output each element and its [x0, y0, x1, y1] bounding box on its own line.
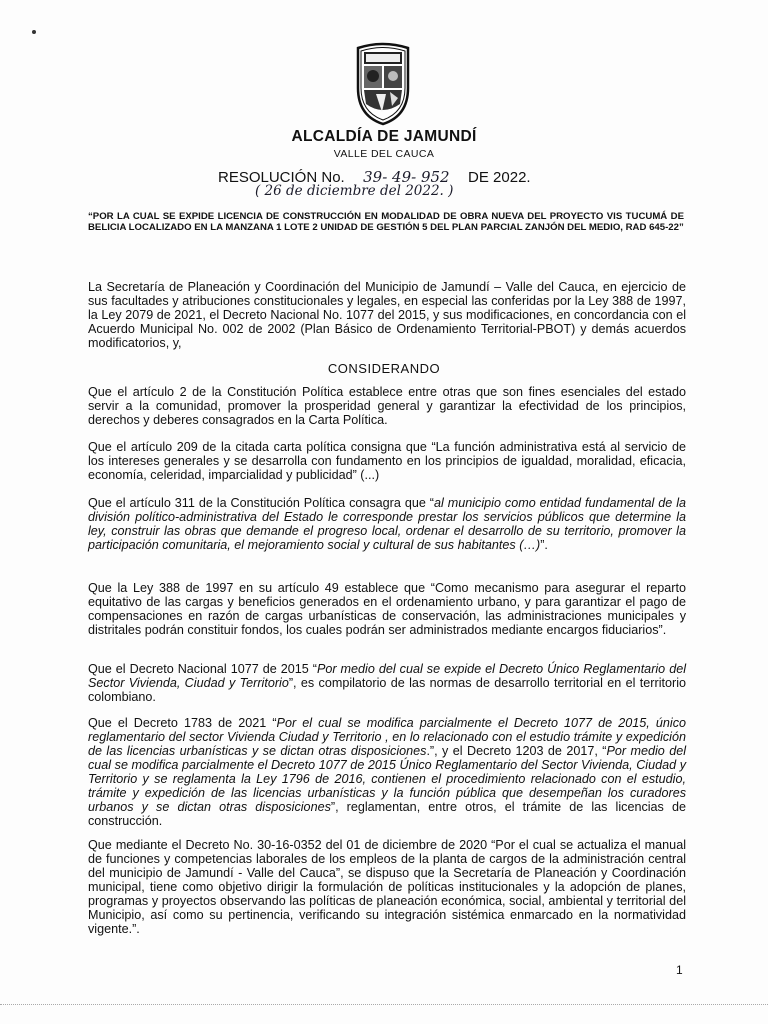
coat-of-arms-logo	[352, 38, 414, 126]
department-name: VALLE DEL CAUCA	[333, 148, 435, 160]
italic-quote: Por medio del cual se modifica parcialmente el Decreto 1077 de 2015 Único Reglamentario del Sector Vivienda, Ciudad y Territorio y se reglamenta la Ley 1796 de 2016, contienen el procedimiento relacionado con el estudio, trámite y expedición de las licencias urbanísticas y la función pública que desempeñan los curadores urbanos y se dictan otras disposiciones	[88, 744, 687, 814]
considerando-heading: CONSIDERANDO	[327, 361, 441, 376]
text-run: Que el Decreto 1783 de 2021 “	[88, 716, 277, 730]
scan-edge-line	[0, 1004, 768, 1006]
scan-speck	[32, 30, 36, 34]
text-run: Que el artículo 311 de la Constitución Política consagra que “	[88, 496, 434, 510]
resolution-label: RESOLUCIÓN	[218, 169, 318, 186]
paragraph-decreto-1077	[88, 662, 686, 704]
italic-quote: al municipio como entidad fundamental de la división político-administrativa del Estado le corresponde prestar los servicios públicos que determine la ley, construir las obras que demande el progreso local, ordenar el desarrollo de su territorio, promover la participación comunitaria, el mejoramiento social y cultural de sus habitantes (…)	[88, 496, 686, 552]
resolution-date: ( 26 de diciembre del 2022. )	[255, 183, 454, 199]
text-run: ”, es compilatorio de las normas de desarrollo territorial en el territorio colombiano.	[88, 676, 686, 704]
italic-quote: Por medio del cual se expide el Decreto Único Reglamentario del Sector Vivienda, Ciudad y Territorio	[88, 662, 686, 690]
paragraph-article-311	[88, 496, 686, 552]
text-run: .”, y el Decreto 1203 de 2017, “	[426, 744, 607, 758]
page-number: 1	[676, 963, 683, 977]
resolution-no-label: No.	[321, 169, 345, 186]
resolution-subject: “POR LA CUAL SE EXPIDE LICENCIA DE CONSTRUCCIÓN EN MODALIDAD DE OBRA NUEVA DEL PROYECTO VIS TUCUMÁ DE BELICIA LOCALIZADO EN LA MANZANA 1 LOTE 2 UNIDAD DE GESTIÓN 5 DEL PLAN PARCIAL ZANJÓN DEL MEDIO, RAD 645-22”	[88, 211, 684, 233]
paragraph-ley-388: Que la Ley 388 de 1997 en su artículo 49 establece que “Como mecanismo para asegurar el reparto equitativo de las cargas y beneficios generados en el ordenamiento urbano, y para garantizar el pago de compensaciones en razón de cargas urbanísticas de conservación, las administraciones municipales y distritales podrán constituir fondos, los cuales podrán ser administrados mediante encargos fiduciarios”.	[88, 581, 686, 637]
text-run: Que el Decreto Nacional 1077 de 2015 “	[88, 662, 317, 676]
intro-paragraph: La Secretaría de Planeación y Coordinación del Municipio de Jamundí – Valle del Cauca, en ejercicio de sus facultades y atribuciones constitucionales y legales, en especial las conferidas por la Ley 388 de 1997, la Ley 2079 de 2021, el Decreto Nacional No. 1077 del 2015, y sus modificaciones, en concordancia con el Acuerdo Municipal No. 002 de 2002 (Plan Básico de Ordenamiento Territorial-PBOT) y demás acuerdos modificatorios, y,	[88, 280, 686, 350]
paragraph-decreto-1783	[88, 716, 686, 828]
mayor-office-title: ALCALDÍA DE JAMUNDÍ	[291, 128, 477, 145]
paragraph-decreto-30-16-0352: Que mediante el Decreto No. 30-16-0352 del 01 de diciembre de 2020 “Por el cual se actualiza el manual de funciones y competencias laborales de los empleos de la planta de cargos de la administración central del municipio de Jamundí - Valle del Cauca”, se dispuso que la Secretaría de Planeación y Coordinación municipal, tiene como objetivo dirigir la formulación de políticas institucionales y la adopción de planes, programas y proyectos observando las políticas de planeación económica, social, ambiental y territorial del Municipio, así como su pertinencia, verificando su integración sistémica enmarcado en la normatividad vigente.”.	[88, 838, 686, 936]
text-run: ”.	[540, 538, 548, 552]
text-run: ”, reglamentan, entre otros, el trámite de las licencias de construcción.	[88, 800, 686, 828]
paragraph-article-2: Que el artículo 2 de la Constitución Política establece entre otras que son fines esenciales del estado servir a la comunidad, promover la prosperidad general y garantizar la efectividad de los principios, derechos y deberes consagrados en la Carta Política.	[88, 385, 686, 427]
resolution-year: DE 2022.	[468, 169, 531, 186]
paragraph-article-209: Que el artículo 209 de la citada carta política consigna que “La función administrativa está al servicio de los intereses generales y se desarrolla con fundamento en los principios de igualdad, moralidad, eficacia, economía, celeridad, imparcialidad y publicidad” (...)	[88, 440, 686, 482]
resolution-number: 39- 49- 952	[363, 168, 450, 186]
italic-quote: Por el cual se modifica parcialmente el Decreto 1077 de 2015, único reglamentario del sector Vivienda Ciudad y Territorio , en lo relacionado con el estudio trámite y expedición de las licencias urbanísticas y se dictan otras disposiciones	[88, 716, 686, 758]
